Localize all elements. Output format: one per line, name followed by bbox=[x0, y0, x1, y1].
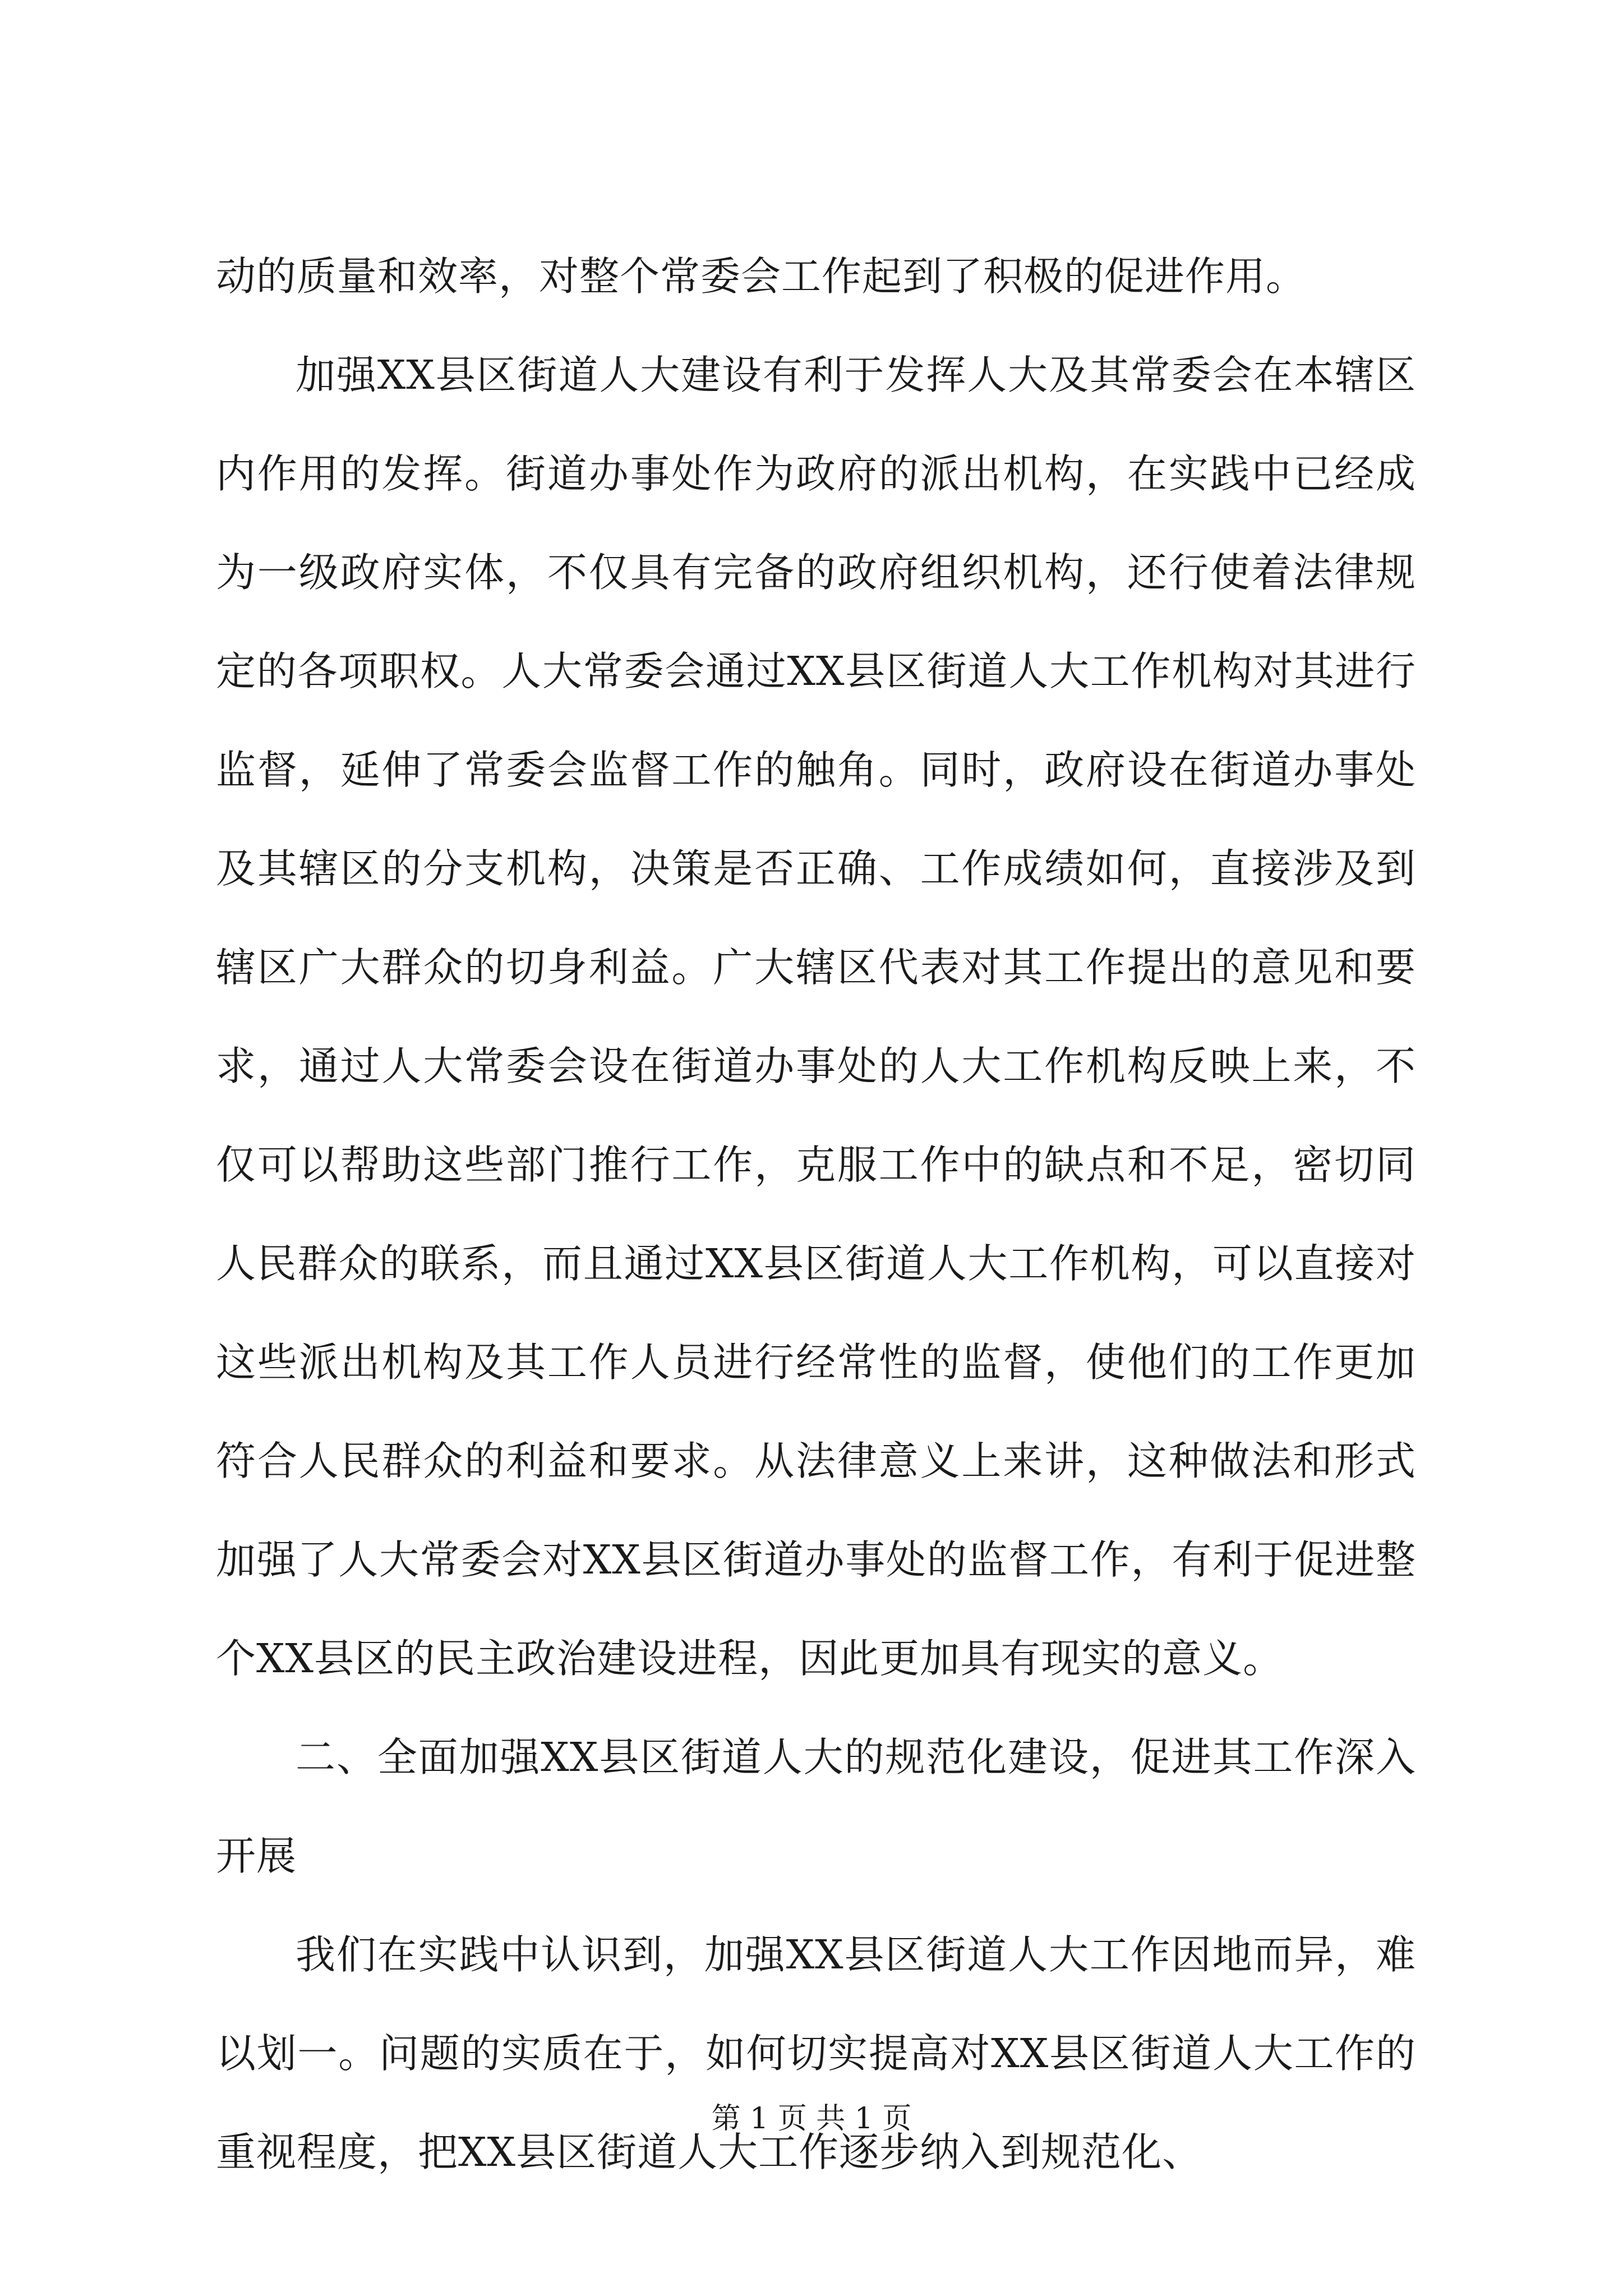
paragraph-street-npc-supervision: 加强XX县区街道人大建设有利于发挥人大及其常委会在本辖区内作用的发挥。街道办事处作为政府的派出机构，在实践中已经成为一级政府实体，不仅具有完备的政府组织机构，还行使着法律规定的各项职权。人大常委会通过XX县区街道人大工作机构对其进行监督，延伸了常委会监督工作的触角。同时，政府设在街道办事处及其辖区的分支机构，决策是否正确、工作成绩如何，直接涉及到辖区广大群众的切身利益。广大辖区代表对其工作提出的意见和要求，通过人大常委会设在街道办事处的人大工作机构反映上来，不仅可以帮助这些部门推行工作，克服工作中的缺点和不足，密切同人民群众的联系，而且通过XX县区街道人大工作机构，可以直接对这些派出机构及其工作人员进行经常性的监督，使他们的工作更加符合人民群众的利益和要求。从法律意义上来讲，这种做法和形式加强了人大常委会对XX县区街道办事处的监督工作，有利于促进整个XX县区的民主政治建设进程，因此更加具有现实的意义。 bbox=[216, 352, 1416, 1682]
paragraph-practice-understanding: 我们在实践中认识到，加强XX县区街道人大工作因地而异，难以划一。问题的实质在于，如何切实提高对XX县区街道人大工作的重视程度，把XX县区街道人大工作逐步纳入到规范化、 bbox=[216, 1931, 1416, 2175]
section-heading-two: 二、全面加强XX县区街道人大的规范化建设，促进其工作深入开展 bbox=[216, 1734, 1416, 1879]
document-body bbox=[216, 227, 1416, 2202]
page-number-footer: 第 1 页 共 1 页 bbox=[711, 2102, 912, 2136]
paragraph-continuation: 动的质量和效率，对整个常委会工作起到了积极的促进作用。 bbox=[216, 253, 1307, 300]
